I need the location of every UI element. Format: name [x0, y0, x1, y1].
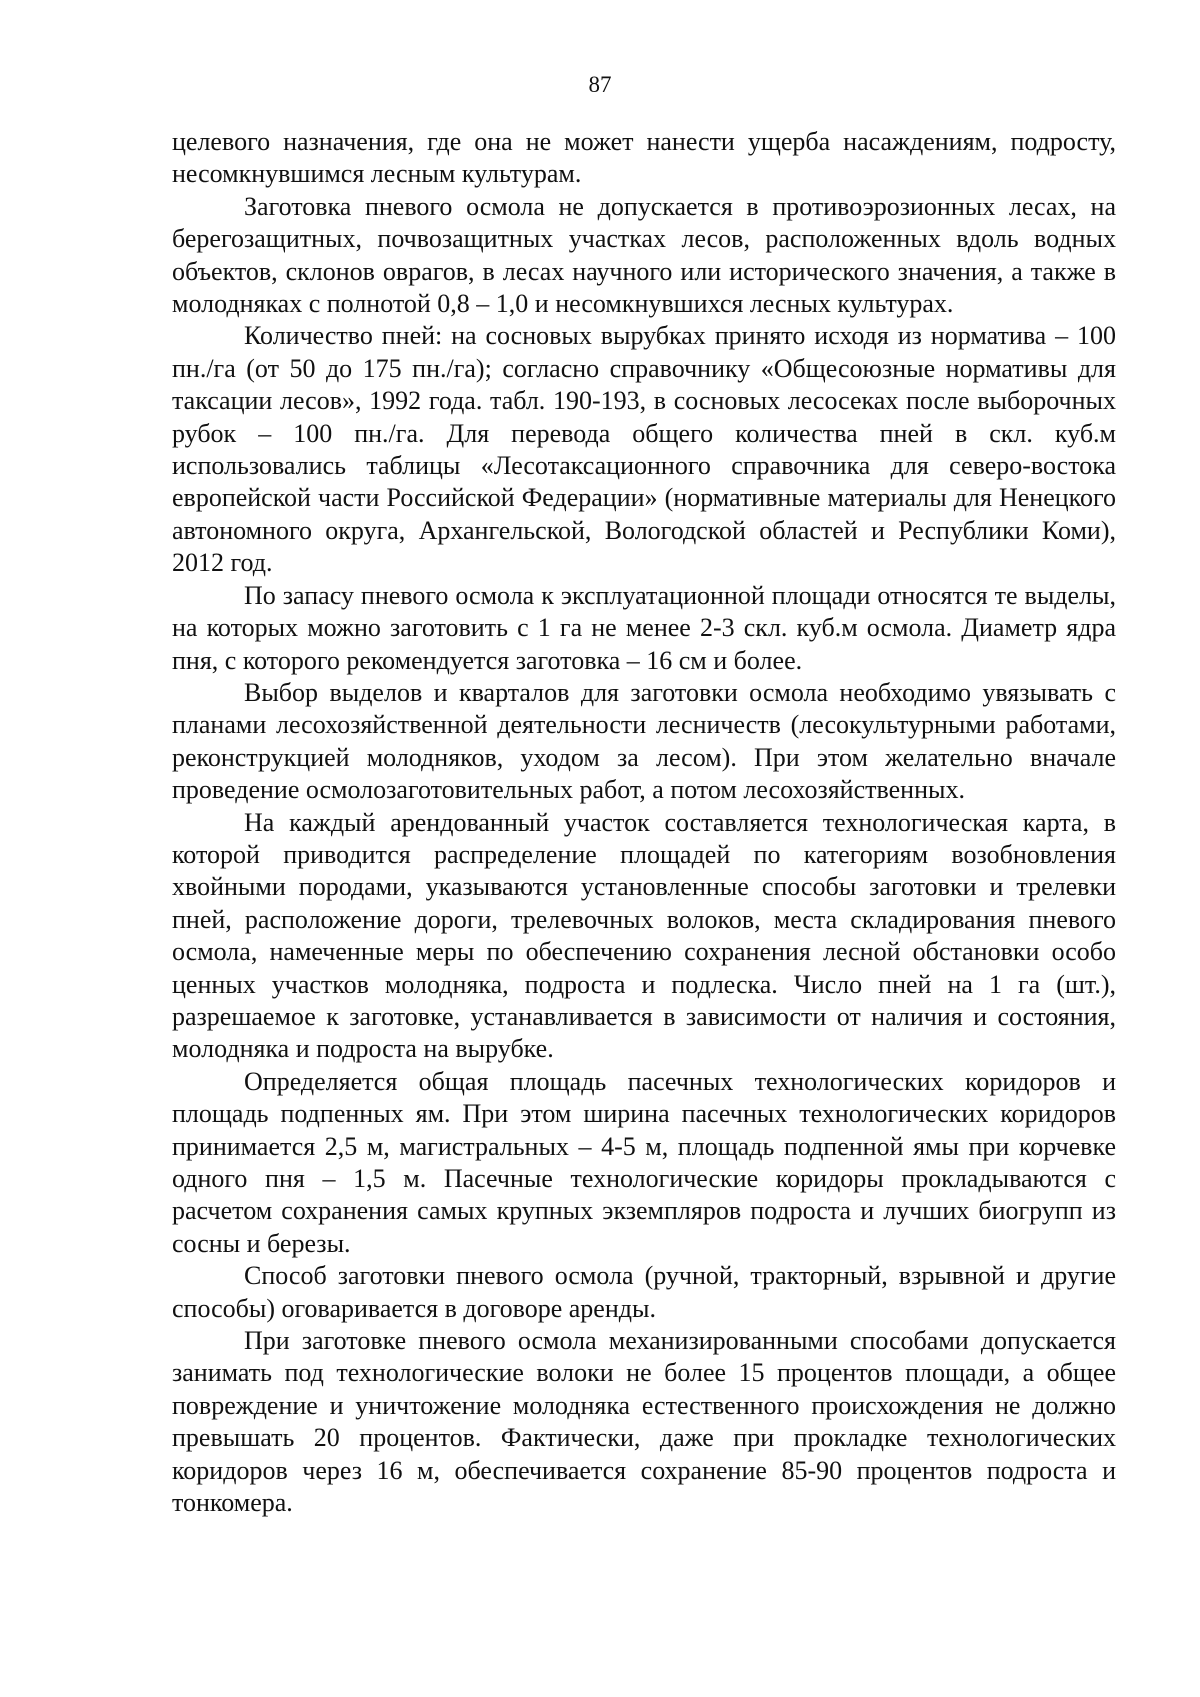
paragraph-resin-restrictions: Заготовка пневого осмола не допускается в противоэрозионных лесах, на берегозащитных, почвозащитных участках лесов, расположенных вдоль водных объектов, склонов оврагов, в лесах научного или исторического значения, а также в молодняках с полнотой 0,8 – 1,0 и несомкнувшихся лесных культурах. — [172, 191, 1116, 319]
paragraph-stump-count: Количество пней: на сосновых вырубках принято исходя из норматива – 100 пн./га (от 50 до 175 пн./га); согласно справочнику «Общесоюзные нормативы для таксации лесов», 1992 года. табл. 190-193, в сосновых лесосеках после выборочных рубок – 100 пн./га. Для перевода общего количества пней в скл. куб.м использовались таблицы «Лесотаксационного справочника для северо-востока европейской части Российской Федерации» (нормативные материалы для Ненецкого автономного округа, Архангельской, Вологодской областей и Республики Коми), 2012 год. — [172, 321, 1116, 578]
paragraph-continued: целевого назначения, где она не может нанести ущерба насаждениям, подросту, несомкнувшимся лесным культурам. — [172, 127, 1116, 189]
paragraph-harvest-method: Способ заготовки пневого осмола (ручной, тракторный, взрывной и другие способы) оговаривается в договоре аренды. — [172, 1261, 1116, 1323]
paragraph-plot-selection: Выбор выделов и кварталов для заготовки осмола необходимо увязывать с планами лесохозяйственной деятельности лесничеств (лесокультурными работами, реконструкцией молодняков, уходом за лесом). При этом желательно вначале проведение осмолозаготовительных работ, а потом лесохозяйственных. — [172, 677, 1116, 805]
paragraph-mechanized-harvest: При заготовке пневого осмола механизированными способами допускается занимать под технологические волоки не более 15 процентов площади, а общее повреждение и уничтожение молодняка естественного происхождения не должно превышать 20 процентов. Фактически, даже при прокладке технологических коридоров через 16 м, обеспечивается сохранение 85-90 процентов подроста и тонкомера. — [172, 1326, 1116, 1518]
page-number: 87 — [588, 72, 612, 97]
paragraph-technological-map: На каждый арендованный участок составляется технологическая карта, в которой приводится распределение площадей по категориям возобновления хвойными породами, указываются установленные способы заготовки и трелевки пней, расположение дороги, трелевочных волоков, места складирования пневого осмола, намеченные меры по обеспечению сохранения лесной обстановки особо ценных участков молодняка, подроста и подлеска. Число пней на 1 га (шт.), разрешаемое к заготовке, устанавливается в зависимости от наличия и состояния, молодняка и подроста на вырубке. — [172, 807, 1116, 1064]
paragraph-corridors: Определяется общая площадь пасечных технологических коридоров и площадь подпенных ям. При этом ширина пасечных технологических коридоров принимается 2,5 м, магистральных – 4-5 м, площадь подпенной ямы при корчевке одного пня – 1,5 м. Пасечные технологические коридоры прокладываются с расчетом сохранения самых крупных экземпляров подроста и лучших биогрупп из сосны и березы. — [172, 1066, 1116, 1258]
document-body — [172, 126, 1116, 1519]
paragraph-resin-stock: По запасу пневого осмола к эксплуатационной площади относятся те выделы, на которых можно заготовить с 1 га не менее 2-3 скл. куб.м осмола. Диаметр ядра пня, с которого рекомендуется заготовка – 16 см и более. — [172, 580, 1116, 675]
